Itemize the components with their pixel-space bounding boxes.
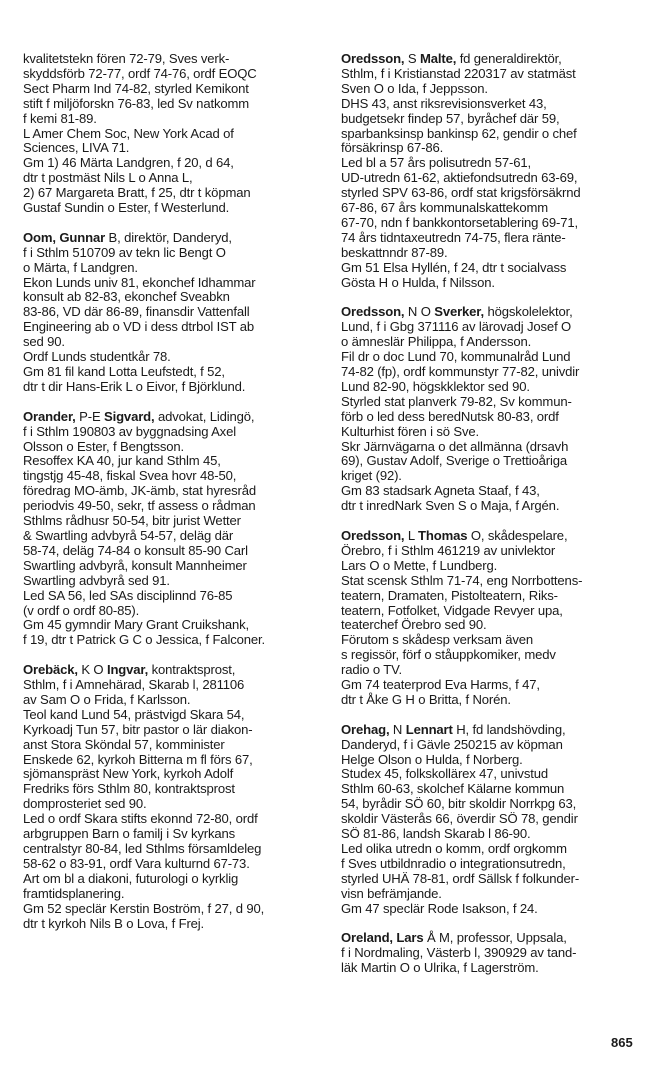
text-line: 83-86, VD där 86-89, finansdir Vattenfall bbox=[23, 304, 250, 320]
text-line: 58-74, deläg 74-84 o konsult 85-90 Carl bbox=[23, 542, 248, 558]
text-line: sparbanksinsp bankinsp 62, gendir o chef bbox=[341, 125, 577, 141]
text-line: & Swartling advbyrå 54-57, deläg där bbox=[23, 527, 234, 543]
text-line: läk Martin O o Ulrika, f Lagerström. bbox=[341, 960, 539, 976]
right-column bbox=[341, 52, 631, 991]
text-line: Swartling advbyrå sed 91. bbox=[23, 572, 170, 588]
text-line: f 19, dtr t Patrick G C o Jessica, f Falconer. bbox=[23, 632, 265, 648]
text-line: 74 års tidntaxeutredn 74-75, flera ränte- bbox=[341, 229, 566, 245]
text-line: Sthlms rådhusr 50-54, bitr jurist Wetter bbox=[23, 513, 241, 529]
text-line: Teol kand Lund 54, prästvigd Skara 54, bbox=[23, 706, 245, 722]
entry-title: H, fd landshövding, bbox=[452, 721, 566, 737]
text-line: Danderyd, f i Gävle 250215 av köpman bbox=[341, 736, 563, 752]
text-line: dtr t postmäst Nils L o Anna L, bbox=[23, 170, 193, 186]
text-line: Örebro, f i Sthlm 461219 av univlektor bbox=[341, 542, 556, 558]
text-line: Sthlm 60-63, skolchef Kälarne kommun bbox=[341, 781, 565, 797]
entry-surname: Orebäck, bbox=[23, 662, 78, 678]
text-line: s regissör, förf o ståuppkomiker, medv bbox=[341, 647, 556, 663]
entry-initials: K O bbox=[77, 662, 107, 678]
text-line: kvalitetstekn fören 72-79, Sves verk- bbox=[23, 51, 230, 66]
entry-given-name: Ingvar, bbox=[106, 662, 149, 678]
text-line: o Märta, f Landgren. bbox=[23, 259, 138, 275]
text-line: SÖ 81-86, landsh Skarab l 86-90. bbox=[341, 826, 531, 842]
entry-initials: P-E bbox=[75, 408, 105, 424]
text-line: f kemi 81-89. bbox=[23, 110, 97, 126]
entry-given-name: Lars bbox=[396, 930, 424, 946]
biography-entry bbox=[341, 723, 631, 917]
text-line: (v ordf o ordf 80-85). bbox=[23, 602, 140, 618]
text-line: sjömanspräst New York, kyrkoh Adolf bbox=[23, 766, 234, 782]
text-line: teatern, Fotfolket, Vidgade Revyer upa, bbox=[341, 602, 563, 618]
biography-entry bbox=[23, 231, 313, 395]
entry-title: kontraktsprost, bbox=[148, 662, 236, 678]
text-line: styrled UHÄ 78-81, ordf Sällsk f folkunder- bbox=[341, 870, 580, 886]
entry-given-name: Sverker, bbox=[434, 304, 485, 320]
entry-initials: N bbox=[389, 721, 406, 737]
entry-heading bbox=[341, 931, 631, 946]
text-line: UD-utredn 61-62, aktiefondsutredn 63-69, bbox=[341, 170, 578, 186]
text-line: budgetsekr findep 57, byråchef där 59, bbox=[341, 110, 560, 126]
text-line: Gm 51 Elsa Hyllén, f 24, dtr t socialvass bbox=[341, 259, 567, 275]
page-number: 865 bbox=[611, 1035, 633, 1050]
text-line: Gm 1) 46 Märta Landgren, f 20, d 64, bbox=[23, 155, 234, 171]
entry-title: B, direktör, Danderyd, bbox=[105, 229, 232, 245]
text-line: Lund 82-90, högskklektor sed 90. bbox=[341, 378, 530, 394]
entry-initials: L bbox=[404, 527, 419, 543]
text-line: styrled SPV 63-86, ordf stat krigsförsäkrnd bbox=[341, 185, 581, 201]
text-line: DHS 43, anst riksrevisionsverket 43, bbox=[341, 95, 547, 111]
text-line: av Sam O o Frida, f Karlsson. bbox=[23, 691, 191, 707]
text-line: Led SA 56, led SAs disciplinnd 76-85 bbox=[23, 587, 233, 603]
text-line: konsult ab 82-83, ekonchef Sveabkn bbox=[23, 289, 230, 305]
text-line: Ekon Lunds univ 81, ekonchef Idhammar bbox=[23, 274, 256, 290]
text-line: Studex 45, folkskollärex 47, univstud bbox=[341, 766, 548, 782]
text-line: Ordf Lunds studentkår 78. bbox=[23, 349, 171, 365]
text-line: Styrled stat planverk 79-82, Sv kommun- bbox=[341, 393, 572, 409]
text-line: Art om bl a diakoni, futurologi o kyrklig bbox=[23, 870, 239, 886]
text-line: Sthlm, f i Amnehärad, Skarab l, 281106 bbox=[23, 677, 245, 693]
text-line: Led bl a 57 års polisutredn 57-61, bbox=[341, 155, 531, 171]
text-line: f i Nordmaling, Västerb l, 390929 av tand- bbox=[341, 945, 577, 961]
text-line: Gm 83 stadsark Agneta Staaf, f 43, bbox=[341, 483, 540, 499]
text-line: skoldir Västerås 66, överdir SÖ 78, gendir bbox=[341, 811, 578, 827]
entry-given-name: Lennart bbox=[405, 721, 453, 737]
text-line: Engineering ab o VD i dess dtrbol IST ab bbox=[23, 319, 255, 335]
text-line: Sthlm, f i Kristianstad 220317 av statmäst bbox=[341, 65, 576, 81]
text-line: dtr t inredNark Sven S o Maja, f Argén. bbox=[341, 498, 560, 514]
text-line: L Amer Chem Soc, New York Acad of bbox=[23, 125, 234, 141]
text-line: visn befrämjande. bbox=[341, 885, 442, 901]
entry-heading bbox=[23, 410, 313, 425]
text-line: Fredriks förs Sthlm 80, kontraktsprost bbox=[23, 781, 235, 797]
entry-title: advokat, Lidingö, bbox=[154, 408, 255, 424]
entry-given-name: Thomas bbox=[418, 527, 468, 543]
text-line: f i Sthlm 190803 av byggnadsing Axel bbox=[23, 423, 236, 439]
text-line: o ämneslär Philippa, f Andersson. bbox=[341, 334, 532, 350]
text-line: 2) 67 Margareta Bratt, f 25, dtr t köpman bbox=[23, 185, 251, 201]
entry-initials: N O bbox=[404, 304, 435, 320]
text-line: Gm 81 fil kand Lotta Leufstedt, f 52, bbox=[23, 364, 225, 380]
entry-surname: Orehag, bbox=[341, 721, 390, 737]
text-line: 67-86, 67 års kommunalskattekomm bbox=[341, 200, 548, 216]
entry-heading bbox=[341, 723, 631, 738]
text-line: Enskede 62, kyrkoh Bitterna m fl förs 67, bbox=[23, 751, 253, 767]
left-entries bbox=[23, 231, 313, 932]
entry-heading bbox=[23, 663, 313, 678]
text-line: periodvis 49-50, sekr, tf assess o rådman bbox=[23, 498, 256, 514]
text-line: framtidsplanering. bbox=[23, 885, 125, 901]
text-line: försäkrinsp 67-86. bbox=[341, 140, 444, 156]
text-line: Kyrkoadj Tun 57, bitr pastor o lär diakon- bbox=[23, 721, 253, 737]
text-line: Sciences, LIVA 71. bbox=[23, 140, 130, 156]
text-line: 74-82 (fp), ordf kommunstyr 77-82, univdir bbox=[341, 364, 580, 380]
text-line: 67-70, ndn f bankkontorsetablering 69-71, bbox=[341, 214, 578, 230]
text-line: 54, byrådir SÖ 60, bitr skoldir Norrkpg 63, bbox=[341, 796, 577, 812]
text-line: Lund, f i Gbg 371116 av lärovadj Josef O bbox=[341, 319, 572, 335]
text-line: teaterchef Örebro sed 90. bbox=[341, 617, 487, 633]
continuation-entry bbox=[23, 52, 313, 216]
entry-heading bbox=[23, 231, 313, 246]
text-line: anst Stora Sköndal 57, komminister bbox=[23, 736, 225, 752]
text-line: Helge Olson o Hulda, f Norberg. bbox=[341, 751, 523, 767]
entry-given-name: Sigvard, bbox=[104, 408, 155, 424]
text-line: stift f miljöforskn 76-83, led Sv natkomm bbox=[23, 95, 249, 111]
text-line: Resoffex KA 40, jur kand Sthlm 45, bbox=[23, 453, 221, 469]
text-line: Skr Järnvägarna o det allmänna (drsavh bbox=[341, 438, 569, 454]
text-line: Kulturhist fören i sö Sve. bbox=[341, 423, 480, 439]
text-line: föredrag MO-ämb, JK-ämb, stat hyresråd bbox=[23, 483, 256, 499]
entry-heading bbox=[341, 529, 631, 544]
right-entries bbox=[341, 52, 631, 976]
text-line: Swartling advbyrå, konsult Mannheimer bbox=[23, 557, 247, 573]
text-line: beskattnndr 87-89. bbox=[341, 244, 448, 260]
entry-title: högskolelektor, bbox=[484, 304, 573, 320]
biography-entry bbox=[341, 529, 631, 708]
text-line: förb o led dess beredNutsk 80-83, ordf bbox=[341, 408, 559, 424]
text-line: Lars O o Mette, f Lundberg. bbox=[341, 557, 498, 573]
text-line: 58-62 o 83-91, ordf Vara kulturnd 67-73. bbox=[23, 855, 250, 871]
entry-title: O, skådespelare, bbox=[467, 527, 568, 543]
biography-entry bbox=[341, 305, 631, 514]
entry-title: fd generaldirektör, bbox=[456, 51, 562, 66]
entry-initials: S bbox=[404, 51, 420, 66]
text-line: f i Sthlm 510709 av tekn lic Bengt O bbox=[23, 244, 226, 260]
text-line: teatern, Dramaten, Pistolteatern, Riks- bbox=[341, 587, 558, 603]
text-line: Sven O o Ida, f Jeppsson. bbox=[341, 80, 488, 96]
entry-surname: Oreland, bbox=[341, 930, 393, 946]
entry-surname: Oredsson, bbox=[341, 51, 405, 66]
text-line: sed 90. bbox=[23, 334, 65, 350]
text-line: Förutom s skådesp verksam även bbox=[341, 632, 533, 648]
text-line: 69), Gustav Adolf, Sverige o Trettioåriga bbox=[341, 453, 568, 469]
text-line: Led olika utredn o komm, ordf orgkomm bbox=[341, 840, 567, 856]
text-line: Sect Pharm Ind 74-82, styrled Kemikont bbox=[23, 80, 249, 96]
text-line: arbgruppen Barn o familj i Sv kyrkans bbox=[23, 826, 236, 842]
entry-surname: Oom, bbox=[23, 229, 56, 245]
text-line: dtr t dir Hans-Erik L o Eivor, f Björklund. bbox=[23, 378, 246, 394]
text-line: dtr t kyrkoh Nils B o Lova, f Frej. bbox=[23, 915, 205, 931]
left-column bbox=[23, 52, 313, 946]
entry-heading bbox=[341, 305, 631, 320]
biography-entry bbox=[341, 931, 631, 976]
text-line: Gm 47 speclär Rode Isakson, f 24. bbox=[341, 900, 538, 916]
text-line: domprosteriet sed 90. bbox=[23, 796, 147, 812]
text-line: Fil dr o doc Lund 70, kommunalråd Lund bbox=[341, 349, 571, 365]
biography-entry bbox=[23, 663, 313, 931]
text-line: Gm 74 teaterprod Eva Harms, f 47, bbox=[341, 677, 540, 693]
entry-title: Å M, professor, Uppsala, bbox=[423, 930, 567, 946]
text-line: Led o ordf Skara stifts ekonnd 72-80, ordf bbox=[23, 811, 258, 827]
text-line: centralstyr 80-84, led Sthlms församldeleg bbox=[23, 840, 262, 856]
entry-surname: Oredsson, bbox=[341, 527, 405, 543]
text-line: Gm 45 gymndir Mary Grant Cruikshank, bbox=[23, 617, 249, 633]
entry-surname: Orander, bbox=[23, 408, 76, 424]
text-line: Gustaf Sundin o Ester, f Westerlund. bbox=[23, 200, 230, 216]
biography-entry bbox=[23, 410, 313, 649]
text-line: kriget (92). bbox=[341, 468, 402, 484]
entry-surname: Oredsson, bbox=[341, 304, 405, 320]
text-line: skyddsförb 72-77, ordf 74-76, ordf EOQC bbox=[23, 65, 257, 81]
entry-given-name: Malte, bbox=[419, 51, 457, 66]
text-line: Olsson o Ester, f Bengtsson. bbox=[23, 438, 185, 454]
text-line: dtr t Åke G H o Britta, f Norén. bbox=[341, 691, 511, 707]
text-line: Stat scensk Sthlm 71-74, eng Norrbottens- bbox=[341, 572, 583, 588]
biography-entry bbox=[341, 52, 631, 291]
text-line: Gösta H o Hulda, f Nilsson. bbox=[341, 274, 495, 290]
text-line: Gm 52 speclär Kerstin Boström, f 27, d 90, bbox=[23, 900, 265, 916]
text-line: radio o TV. bbox=[341, 662, 402, 678]
text-line: f Sves utbildnradio o integrationsutredn, bbox=[341, 855, 566, 871]
entry-given-name: Gunnar bbox=[59, 229, 106, 245]
text-line: tingstjg 45-48, fiskal Svea hovr 48-50, bbox=[23, 468, 237, 484]
entry-heading bbox=[341, 52, 631, 67]
